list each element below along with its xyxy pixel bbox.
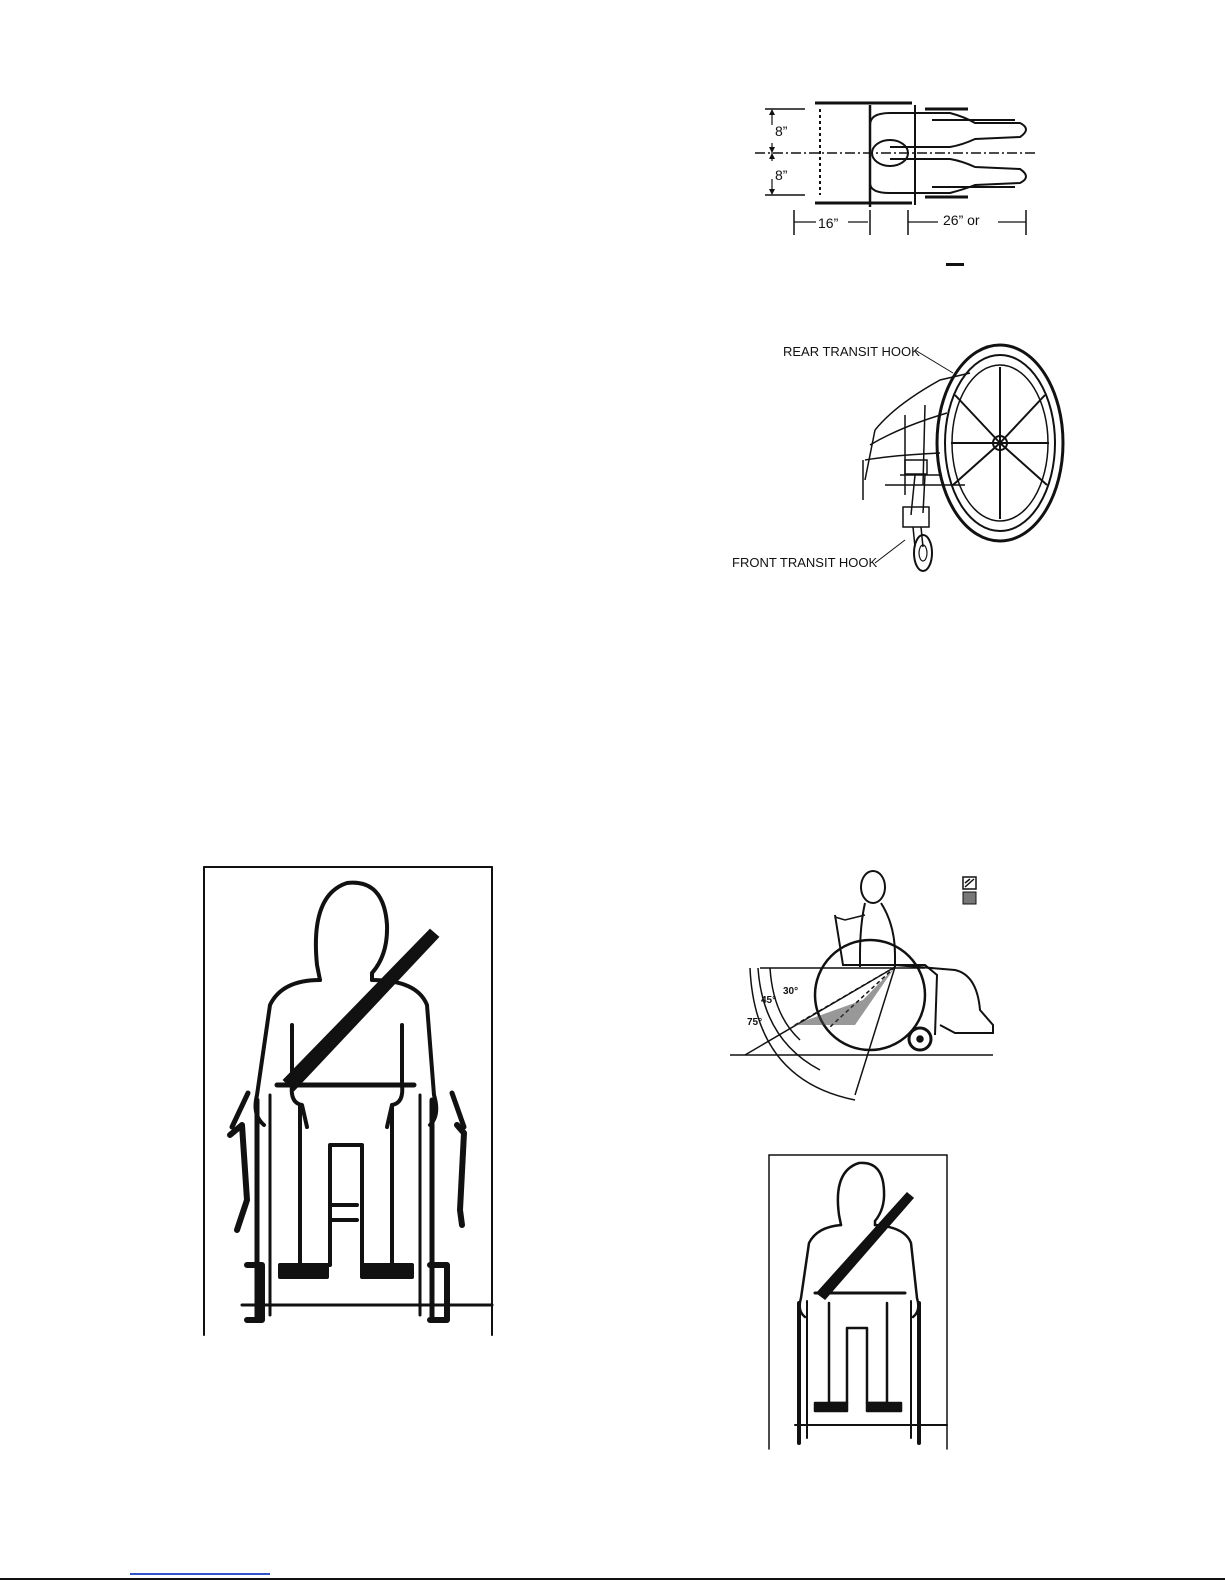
dim-front-spacing: 8” bbox=[775, 123, 788, 139]
transit-hooks-figure bbox=[725, 335, 1075, 580]
tiedown-top-view-drawing bbox=[750, 95, 1040, 280]
dim-front-length: 16” bbox=[818, 215, 839, 231]
belt-angle-drawing bbox=[725, 865, 1000, 1110]
angle-30-label: 30° bbox=[783, 986, 799, 997]
wheelchair-transit-hooks-drawing bbox=[725, 335, 1075, 580]
footer-rule bbox=[0, 1578, 1225, 1580]
angle-45-label: 45° bbox=[761, 995, 777, 1006]
occupant-belt-small-drawing bbox=[767, 1153, 949, 1451]
angle-75-label: 75° bbox=[747, 1017, 763, 1028]
occupant-belt-large-drawing bbox=[202, 865, 495, 1337]
dim-rear-length: 26” or bbox=[943, 212, 980, 228]
footer-link-underline[interactable] bbox=[130, 1573, 270, 1575]
occupant-belt-large-figure bbox=[202, 865, 495, 1337]
tiedown-top-view-figure bbox=[750, 95, 1040, 280]
rear-transit-hook-label: REAR TRANSIT HOOK bbox=[783, 344, 920, 359]
belt-angle-figure bbox=[725, 865, 1000, 1110]
shoulder-belt bbox=[284, 930, 438, 1090]
dim-rear-spacing: 8” bbox=[775, 167, 788, 183]
shoulder-belt-small bbox=[817, 1193, 913, 1299]
front-transit-hook-label: FRONT TRANSIT HOOK bbox=[732, 555, 878, 570]
occupant-belt-small-figure bbox=[767, 1153, 949, 1451]
